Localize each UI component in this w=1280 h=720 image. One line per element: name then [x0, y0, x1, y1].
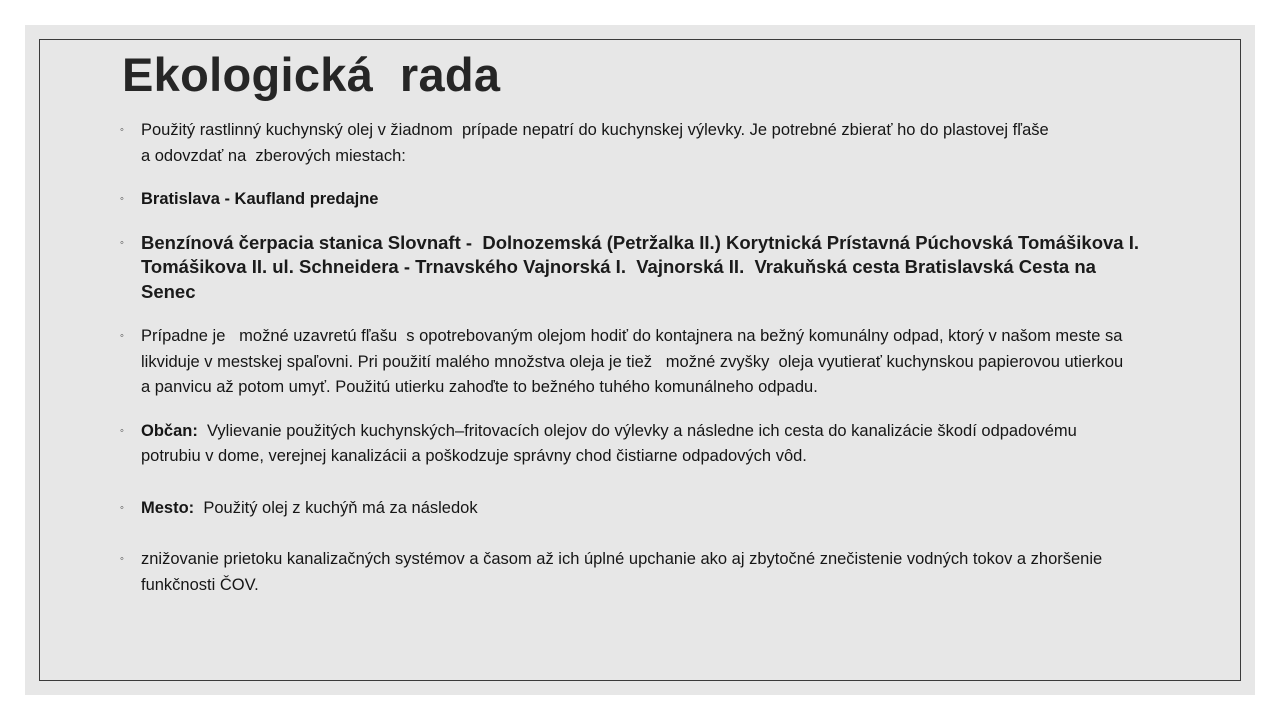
bullet-item-bratislava — [118, 187, 1158, 213]
bullet-item-stations — [118, 231, 1158, 305]
bullet-item-alternative — [118, 324, 1158, 401]
bullet-list — [118, 118, 1158, 598]
bullet-marker-icon: ◦ — [120, 124, 124, 136]
bullet-label: Mesto: — [141, 498, 195, 517]
bullet-item-citizen — [118, 419, 1158, 470]
bullet-text: Benzínová čerpacia stanica Slovnaft - Dolnozemská (Petržalka II.) Korytnická Prístavná Púchovská Tomášikova I. Tomášikova II. ul. Schneidera - Trnavského Vajnorská I. Vajnorská II. Vrakuňská cesta Bratislavská Cesta na Senec — [141, 231, 1139, 302]
bullet-text: Bratislava - Kaufland predajne — [141, 190, 379, 208]
bullet-marker-icon: ◦ — [120, 553, 124, 565]
bullet-text: Použitý rastlinný kuchynský olej v žiadnom prípade nepatrí do kuchynskej výlevky. Je potrebné zbierať ho do plastovej fľaše a odovzdať na zberových miestach: — [141, 121, 1049, 165]
bullet-label: Občan: — [141, 421, 198, 440]
bullet-text: Vylievanie použitých kuchynských–fritovacích olejov do výlevky a následne ich cesta do kanalizácie škodí odpadovému potrubiu v dome, verejnej kanalizácii a poškodzuje správny chod čistiarne odpadových vôd. — [141, 421, 1077, 465]
bullet-text: Prípadne je možné uzavretú fľašu s opotrebovaným olejom hodiť do kontajnera na bežný komunálny odpad, ktorý v našom meste sa likviduje v mestskej spaľovni. Pri použití malého množstva oleja je tiež možné zvyšky oleja vyutierať kuchynskou papierovou utierkou a panvicu až potom umyť. Použitú utierku zahoďte to bežného tuhého komunálneho odpadu. — [141, 327, 1124, 396]
bullet-marker-icon: ◦ — [120, 501, 124, 514]
slide-title: Ekologická rada — [122, 48, 501, 101]
bullet-item-used-oil — [118, 118, 1158, 169]
bullet-marker-icon: ◦ — [120, 193, 124, 205]
bullet-item-consequences — [118, 547, 1158, 598]
bullet-item-city — [118, 496, 1158, 522]
bullet-text: znižovanie prietoku kanalizačných systémov a časom až ich úplné upchanie ako aj zbytočné znečistenie vodných tokov a zhoršenie funkčnosti ČOV. — [141, 550, 1103, 594]
bullet-marker-icon: ◦ — [120, 236, 124, 249]
bullet-marker-icon: ◦ — [120, 330, 124, 342]
bullet-text: Použitý olej z kuchýň má za následok — [194, 498, 478, 517]
bullet-marker-icon: ◦ — [120, 424, 124, 437]
